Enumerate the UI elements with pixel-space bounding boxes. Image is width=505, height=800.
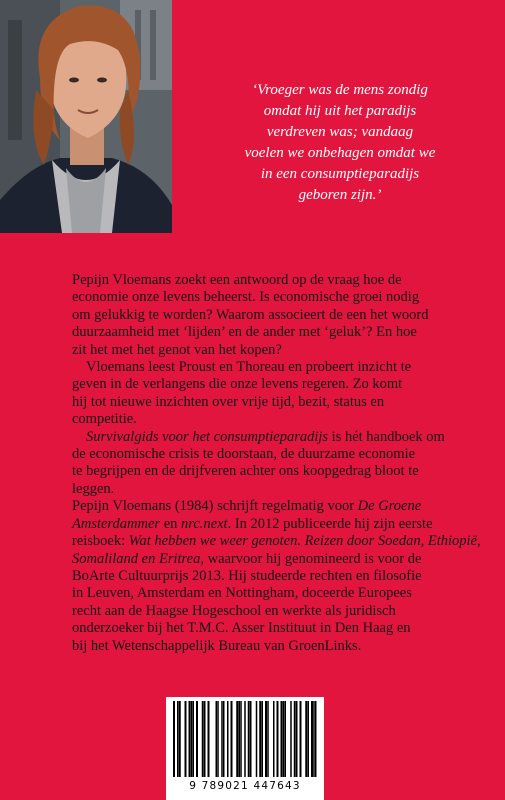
book-title: Survivalgids voor het consumptieparadijs <box>86 428 329 445</box>
quote-line: geboren zijn.’ <box>298 187 382 203</box>
quote-line: in een consumptieparadijs <box>260 166 420 182</box>
text-run: , waarvoor hij genomineerd is voor de <box>200 550 422 567</box>
paragraph-handbook <box>72 429 502 499</box>
author-bio <box>72 498 502 655</box>
text-line: BoArte Cultuurprijs 2013. Hij studeerde rechten en filosofie <box>72 567 422 584</box>
barcode-bar <box>216 701 218 777</box>
text-line: recht aan de Haagse Hogeschool en werkte als juridisch <box>72 602 396 619</box>
barcode-bar <box>308 701 310 777</box>
text-line <box>72 498 502 515</box>
text-line <box>72 551 502 568</box>
text-run: is hét handboek om <box>328 428 445 445</box>
barcode-bar <box>190 701 192 777</box>
barcode-bar <box>282 701 284 777</box>
barcode-bar <box>248 701 250 777</box>
barcode-bar <box>273 701 275 777</box>
text-line: Pepijn Vloemans zoekt een antwoord op de vraag hoe de <box>72 272 402 288</box>
quote-line: voelen we onbehagen omdat we <box>244 145 436 161</box>
text-line <box>72 429 502 446</box>
barcode-bar <box>221 701 223 777</box>
isbn-number: 9 789021 447643 <box>189 780 301 792</box>
barcode-bar <box>196 701 198 777</box>
barcode-bar <box>202 701 204 777</box>
blurb-text <box>72 272 502 655</box>
text-line <box>72 533 502 550</box>
text-line: leggen. <box>72 480 115 497</box>
text-line <box>72 516 502 533</box>
text-line: zit het met het genot van het kopen? <box>72 341 282 358</box>
barcode-bar <box>223 701 225 777</box>
text-line: in Leuven, Amsterdam en Nottingham, doceerde Europees <box>72 585 412 602</box>
text-run: en <box>160 515 181 532</box>
text-line: onderzoeker bij het T.M.C. Asser Instituut in Den Haag en <box>72 620 411 637</box>
barcode-bar <box>173 701 175 777</box>
barcode-bar <box>239 701 241 777</box>
barcode-bar <box>313 701 315 777</box>
paragraph-proust <box>72 359 502 429</box>
barcode-bar <box>285 701 287 777</box>
barcode-bar <box>217 701 219 777</box>
text-line: competitie. <box>72 411 137 428</box>
barcode-bar <box>290 701 292 777</box>
barcode-bar <box>208 701 210 777</box>
barcode-bars <box>171 701 319 779</box>
book-title: Wat hebben we weer genoten. Reizen door Soedan, Ethiopië, <box>128 533 481 550</box>
barcode-bar <box>311 701 313 777</box>
barcode-bar <box>277 701 279 777</box>
barcode-bar <box>265 701 267 777</box>
text-line: hij tot nieuwe inzichten over vrije tijd, bezit, status en <box>72 393 385 410</box>
barcode-bar <box>262 701 264 777</box>
barcode-bar <box>231 701 233 777</box>
text-line: om gelukkig te worden? Waarom associeert de een het woord <box>72 306 429 323</box>
quote-line: omdat hij uit het paradijs <box>263 103 417 119</box>
barcode-bar <box>236 701 238 777</box>
barcode-bar <box>227 701 229 777</box>
pull-quote <box>190 80 490 206</box>
text-line: te begrijpen en de drijfveren achter ons koopgedrag bloot te <box>72 463 419 480</box>
barcode-bar <box>179 701 181 777</box>
publication-title: Amsterdammer <box>72 515 161 532</box>
author-photo <box>0 0 172 233</box>
barcode-bar <box>256 701 258 777</box>
text-line: Vloemans leest Proust en Thoreau en probeert inzicht te <box>86 359 412 376</box>
barcode-bar <box>250 701 252 777</box>
text-line: bij het Wetenschappelijk Bureau van GroenLinks. <box>72 637 362 654</box>
barcode-bar <box>204 701 206 777</box>
text-run: reisboek: <box>72 533 129 550</box>
text-run: Pepijn Vloemans (1984) schrijft regelmatig voor <box>72 498 358 515</box>
barcode-bar <box>267 701 269 777</box>
barcode-bar <box>300 701 302 777</box>
barcode-bar <box>296 701 298 777</box>
barcode-bar <box>305 701 307 777</box>
text-line: de economische crisis te doorstaan, de duurzame economie <box>72 446 416 463</box>
barcode-bar <box>315 701 317 777</box>
barcode-bar <box>177 701 179 777</box>
text-line: duurzaamheid met ‘lijden’ en de ander met ‘geluk’? En hoe <box>72 324 417 341</box>
barcode-bar <box>193 701 195 777</box>
barcode-bar <box>240 701 242 777</box>
publication-title: De Groene <box>357 498 422 515</box>
text-line: geven in de verlangens die onze levens regeren. Zo komt <box>72 376 403 393</box>
quote-line: verdreven was; vandaag <box>266 124 414 140</box>
barcode-bar <box>244 701 246 777</box>
barcode-bar <box>294 701 296 777</box>
barcode-bar <box>189 701 191 777</box>
text-run: . In 2012 publiceerde hij zijn eerste <box>227 515 433 532</box>
barcode-bar <box>185 701 187 777</box>
paragraph-intro <box>72 272 502 359</box>
text-line: economie onze levens beheerst. Is economische groei nodig <box>72 289 420 306</box>
publication-title: nrc.next <box>181 515 228 532</box>
barcode-bar <box>281 701 283 777</box>
barcode-bar <box>259 701 261 777</box>
book-title: Somaliland en Eritrea <box>72 550 201 567</box>
isbn-barcode <box>166 697 324 800</box>
quote-line: ‘Vroeger was de mens zondig <box>252 82 428 98</box>
